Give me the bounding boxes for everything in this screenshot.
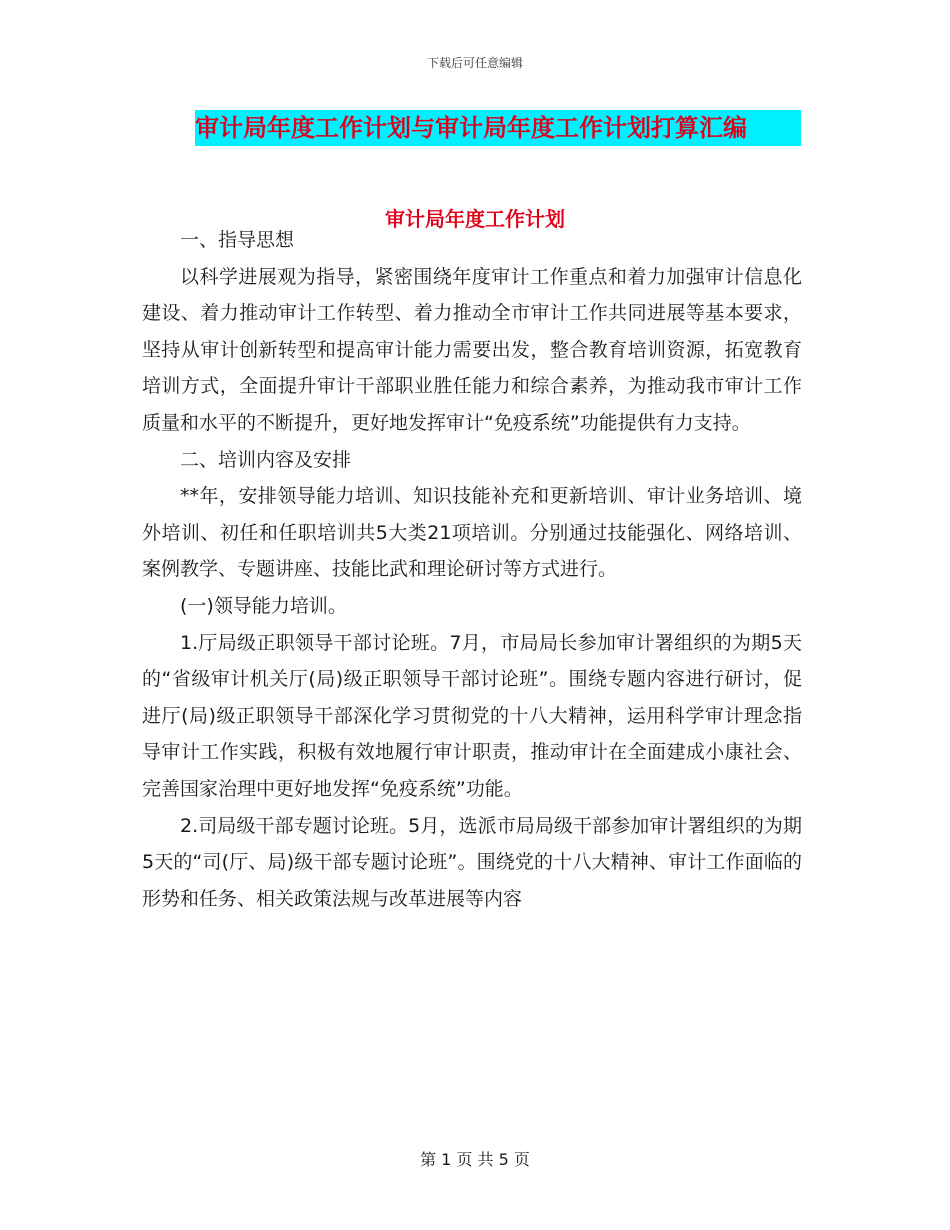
heading-guiding-ideology: 一、指导思想 — [180, 229, 295, 251]
paragraph-item-2: 2.司局级干部专题讨论班。5月，选派市局局级干部参加审计署组织的为期5天的“司(厅、局)级干部专题讨论班”。围绕党的十八大精神、审计工作面临的形势和任务、相关政策法规与改革进展等内容 — [142, 814, 802, 910]
paragraph-guiding-ideology: 以科学进展观为指导，紧密围绕年度审计工作重点和着力加强审计信息化建设、着力推动审计工作转型、着力推动全市审计工作共同进展等基本要求，坚持从审计创新转型和提高审计能力需要出发，整合教育培训资源，拓宽教育培训方式，全面提升审计干部职业胜任能力和综合素养，为推动我市审计工作质量和水平的不断提升，更好地发挥审计“免疫系统”功能提供有力支持。 — [142, 265, 802, 434]
document-main-title: 审计局年度工作计划与审计局年度工作计划打算汇编 — [195, 110, 801, 146]
header-note: 下载后可任意编辑 — [426, 56, 523, 70]
heading-training-content: 二、培训内容及安排 — [180, 448, 352, 471]
section-title: 审计局年度工作计划 — [385, 207, 565, 231]
paragraph-training-overview: **年，安排领导能力培训、知识技能补充和更新培训、审计业务培训、境外培训、初任和任职培训共5大类21项培训。分别通过技能强化、网络培训、案例教学、专题讲座、技能比武和理论研讨等方式进行。 — [142, 485, 802, 581]
document-body — [142, 222, 802, 917]
heading-leadership-training: (一)领导能力培训。 — [180, 594, 347, 617]
paragraph-item-1: 1.厅局级正职领导干部讨论班。7月，市局局长参加审计署组织的为期5天的“省级审计机关厅(局)级正职领导干部讨论班”。围绕专题内容进行研讨，促进厅(局)级正职领导干部深化学习贯彻党的十八大精神，运用科学审计理念指导审计工作实践，积极有效地履行审计职责，推动审计在全面建成小康社会、完善国家治理中更好地发挥“免疫系统”功能。 — [142, 631, 802, 800]
page-footer: 第 1 页 共 5 页 — [420, 1150, 530, 1169]
